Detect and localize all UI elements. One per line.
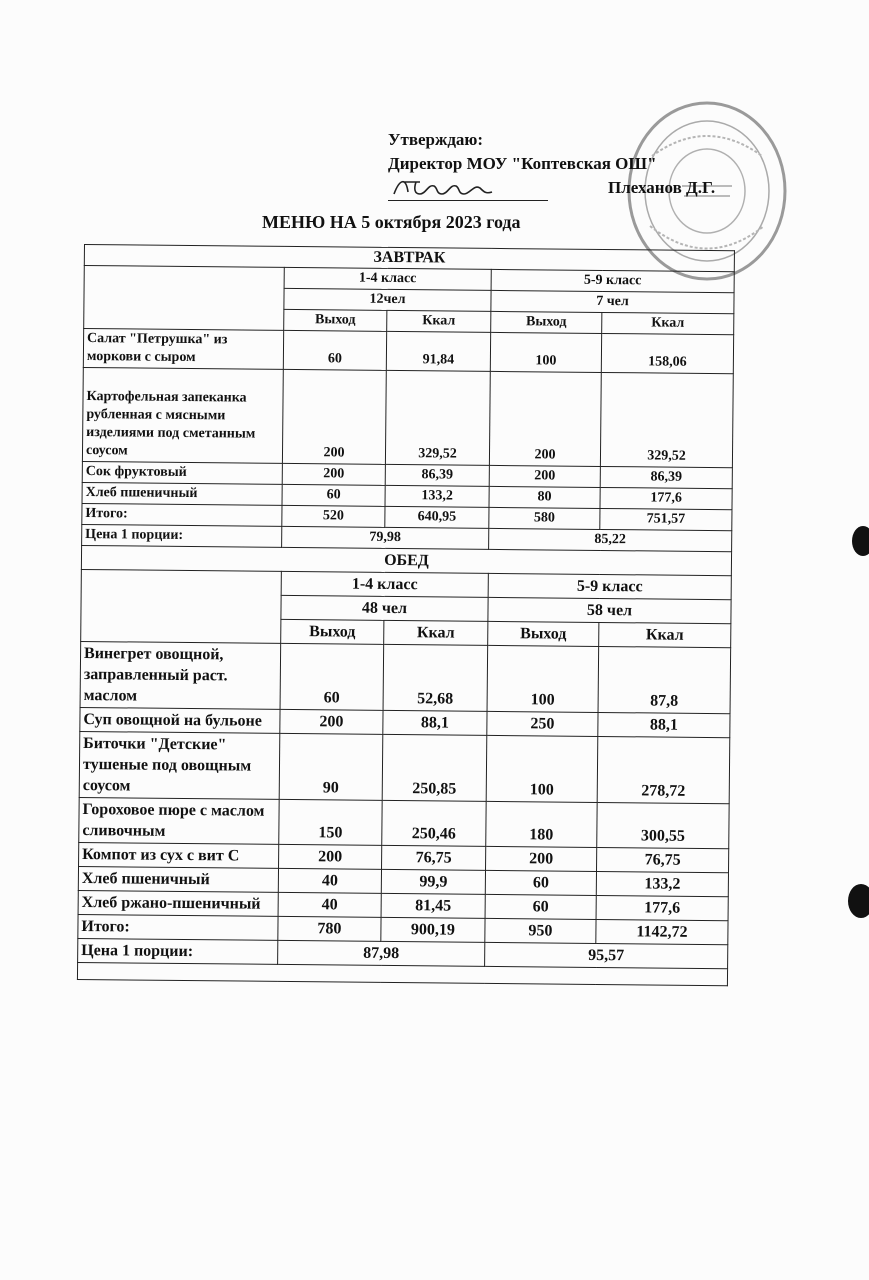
dish-out2: 200 [489, 371, 601, 466]
breakfast-empty-cell [84, 266, 285, 331]
lunch-col-kcal1: Ккал [384, 620, 488, 645]
dish-kcal1: 99,9 [381, 869, 485, 894]
lunch-col-out1: Выход [281, 619, 384, 644]
dish-out2: 100 [486, 735, 598, 802]
dish-out1: 150 [279, 799, 382, 845]
dish-kcal1: 86,39 [385, 464, 489, 486]
dish-name: Хлеб ржано-пшеничный [78, 890, 278, 916]
dish-out2: 200 [489, 465, 600, 487]
dish-kcal1: 329,52 [385, 370, 490, 465]
dish-kcal1: 52,68 [383, 644, 488, 711]
dish-out2: 80 [489, 486, 600, 508]
total-kcal1: 900,19 [381, 917, 485, 942]
dish-kcal1: 81,45 [381, 893, 485, 918]
dish-kcal2: 300,55 [597, 802, 729, 848]
lunch-group1: 1-4 класс [281, 571, 488, 597]
lunch-section-title: ОБЕД [81, 545, 731, 575]
dish-out2: 180 [486, 801, 597, 847]
price-label: Цена 1 порции: [82, 524, 282, 547]
hole-punch-mark [848, 884, 869, 918]
price-label: Цена 1 порции: [78, 938, 278, 964]
lunch-count2: 58 чел [488, 597, 731, 623]
dish-name: Картофельная запеканка рубленная с мясными изделиями под сметанным соусом [82, 367, 283, 463]
dish-out1: 200 [282, 463, 385, 485]
dish-kcal1: 91,84 [386, 331, 490, 371]
breakfast-row [82, 367, 733, 467]
dish-out1: 60 [280, 643, 384, 710]
dish-out1: 40 [278, 892, 381, 917]
dish-kcal2: 177,6 [596, 895, 728, 920]
dish-name: Хлеб пшеничный [82, 482, 282, 505]
dish-kcal2: 87,8 [598, 646, 731, 713]
total-out2: 580 [489, 507, 600, 529]
total-kcal1: 640,95 [385, 506, 489, 528]
dish-out1: 200 [282, 369, 386, 464]
price1: 87,98 [278, 940, 485, 966]
breakfast-row [83, 329, 733, 374]
dish-out2: 250 [487, 711, 598, 736]
total-label: Итого: [82, 503, 282, 526]
dish-kcal1: 76,75 [382, 845, 486, 870]
breakfast-col-kcal2: Ккал [602, 312, 734, 334]
total-label: Итого: [78, 914, 278, 940]
price2: 85,22 [489, 528, 732, 551]
lunch-col-kcal2: Ккал [599, 622, 731, 647]
total-out1: 780 [278, 916, 381, 941]
price2: 95,57 [485, 942, 728, 968]
lunch-row [79, 797, 729, 848]
dish-name: Винегрет овощной, заправленный раст. маслом [80, 641, 281, 709]
dish-name: Компот из сух с вит С [79, 842, 279, 868]
total-kcal2: 751,57 [600, 508, 732, 530]
total-out1: 520 [282, 505, 385, 527]
dish-name: Гороховое пюре с маслом сливочным [79, 797, 279, 844]
lunch-col-out2: Выход [488, 621, 599, 646]
dish-kcal2: 278,72 [597, 736, 730, 803]
dish-out2: 60 [485, 870, 596, 895]
lunch-row [80, 641, 731, 713]
breakfast-col-out2: Выход [491, 311, 602, 333]
signature [388, 174, 548, 201]
dish-out2: 100 [487, 645, 599, 712]
dish-name: Сок фруктовый [82, 461, 282, 484]
dish-kcal2: 133,2 [596, 871, 728, 896]
dish-name: Биточки "Детские" тушеные под овощным соусом [79, 731, 280, 799]
dish-out2: 60 [485, 894, 596, 919]
breakfast-group2: 5-9 класс [491, 269, 734, 292]
lunch-group-row [81, 569, 731, 599]
dish-kcal2: 177,6 [600, 487, 732, 509]
lunch-row [79, 731, 730, 803]
dish-kcal2: 329,52 [600, 372, 733, 467]
hole-punch-mark [852, 526, 869, 556]
total-kcal2: 1142,72 [596, 919, 728, 944]
dish-out1: 60 [282, 484, 385, 506]
menu-table [77, 244, 735, 986]
dish-out1: 200 [279, 844, 382, 869]
lunch-group2: 5-9 класс [488, 573, 731, 599]
dish-kcal2: 88,1 [598, 712, 730, 737]
approval-block [388, 128, 748, 202]
dish-kcal2: 86,39 [600, 466, 732, 488]
dish-name: Салат "Петрушка" из моркови с сыром [83, 329, 283, 370]
approval-position: Директор МОУ "Коптевская ОШ" [388, 154, 657, 173]
director-name: Плеханов Д.Г. [608, 178, 716, 197]
breakfast-section-title: ЗАВТРАК [84, 245, 734, 272]
dish-out1: 200 [280, 709, 383, 734]
dish-out1: 90 [279, 733, 383, 800]
lunch-empty-cell [81, 569, 282, 643]
dish-name: Хлеб пшеничный [78, 866, 278, 892]
breakfast-group1: 1-4 класс [284, 267, 491, 290]
breakfast-count2: 7 чел [491, 290, 734, 313]
dish-kcal1: 250,46 [382, 800, 486, 846]
dish-name: Суп овощной на бульоне [80, 707, 280, 733]
lunch-count1: 48 чел [281, 595, 488, 621]
approval-heading: Утверждаю: [388, 130, 484, 149]
dish-kcal1: 88,1 [383, 710, 487, 735]
breakfast-col-out1: Выход [284, 309, 387, 331]
dish-kcal2: 76,75 [597, 847, 729, 872]
dish-kcal1: 250,85 [382, 734, 487, 801]
price1: 79,98 [282, 526, 489, 549]
page-title: МЕНЮ НА 5 октября 2023 года [262, 212, 521, 232]
dish-kcal2: 158,06 [601, 333, 733, 373]
menu-table-wrapper [77, 244, 734, 986]
dish-out1: 40 [278, 868, 381, 893]
total-out2: 950 [485, 918, 596, 943]
handwritten-signature-icon [390, 174, 540, 200]
dish-out2: 200 [486, 846, 597, 871]
dish-out1: 60 [283, 330, 386, 370]
breakfast-count1: 12чел [284, 288, 491, 311]
breakfast-col-kcal1: Ккал [387, 310, 491, 332]
signature-line [388, 176, 748, 202]
dish-kcal1: 133,2 [385, 485, 489, 507]
dish-out2: 100 [490, 332, 601, 372]
